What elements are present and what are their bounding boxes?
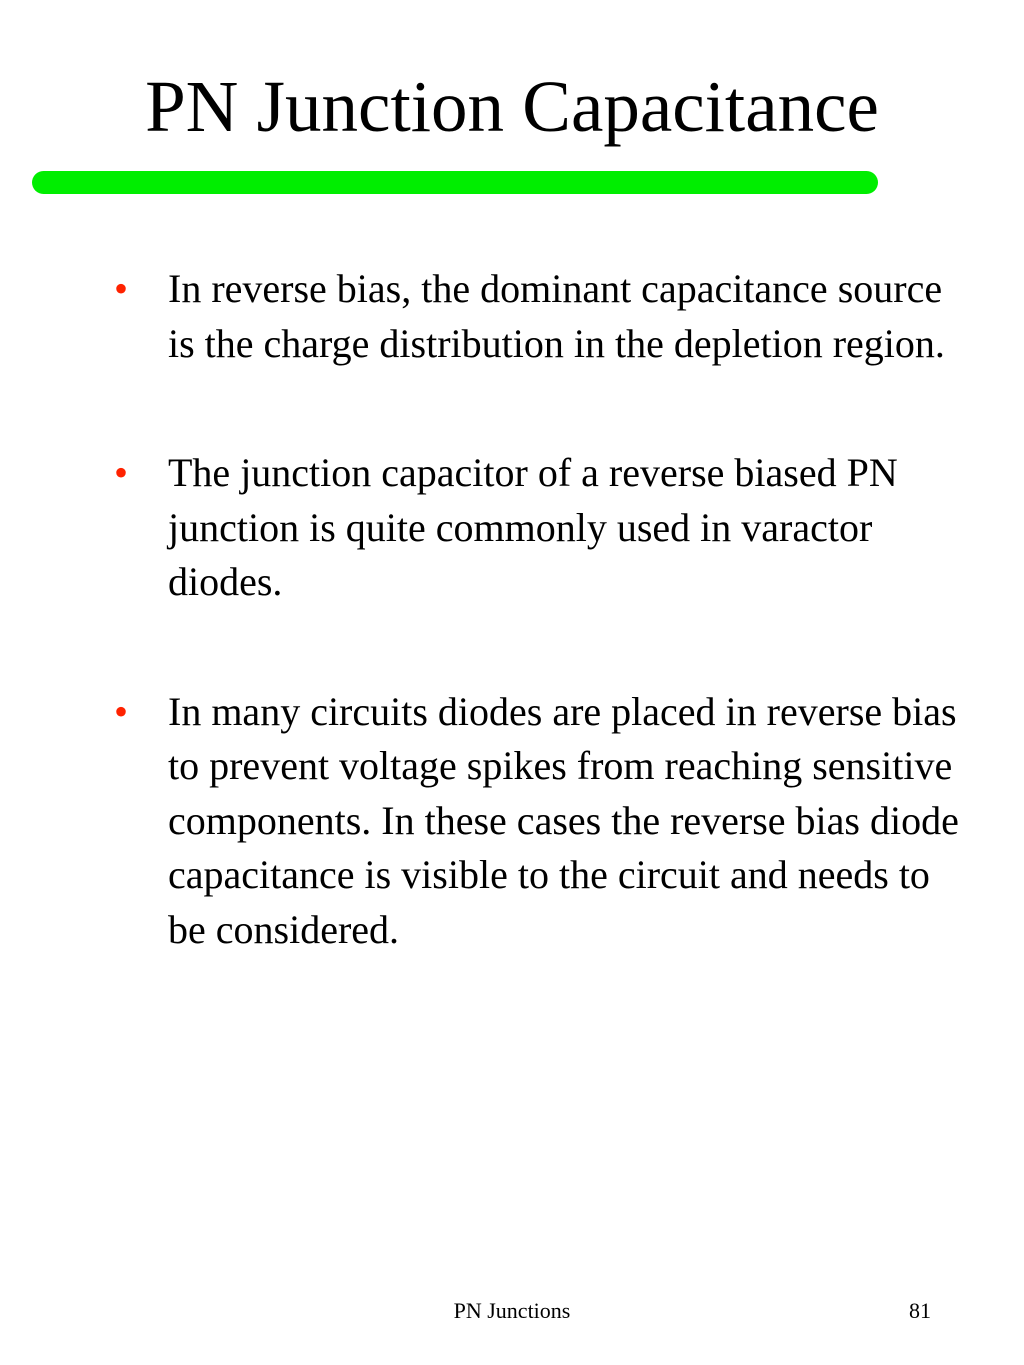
- bullet-text: The junction capacitor of a reverse biased PN junction is quite commonly used in varactor diodes.: [168, 450, 898, 604]
- bullet-text: In reverse bias, the dominant capacitance source is the charge distribution in the depletion region.: [168, 266, 945, 366]
- bullet-text: In many circuits diodes are placed in reverse bias to prevent voltage spikes from reaching sensitive components. In these cases the reverse bias diode capacitance is visible to the circuit and needs to be considered.: [168, 688, 959, 952]
- title-underline-bar: [32, 171, 878, 194]
- bullet-item: [110, 262, 970, 371]
- bullet-list: [110, 262, 970, 957]
- bullet-icon: •: [114, 688, 129, 734]
- slide-title: PN Junction Capacitance: [145, 66, 879, 147]
- bullet-icon: •: [114, 450, 129, 495]
- bullet-icon: •: [114, 266, 129, 311]
- footer-title: PN Junctions: [453, 1298, 571, 1323]
- bullet-item: [110, 685, 970, 958]
- slide-footer: [0, 1296, 1024, 1326]
- page-number: 81: [909, 1298, 931, 1323]
- bullet-item: [110, 446, 970, 610]
